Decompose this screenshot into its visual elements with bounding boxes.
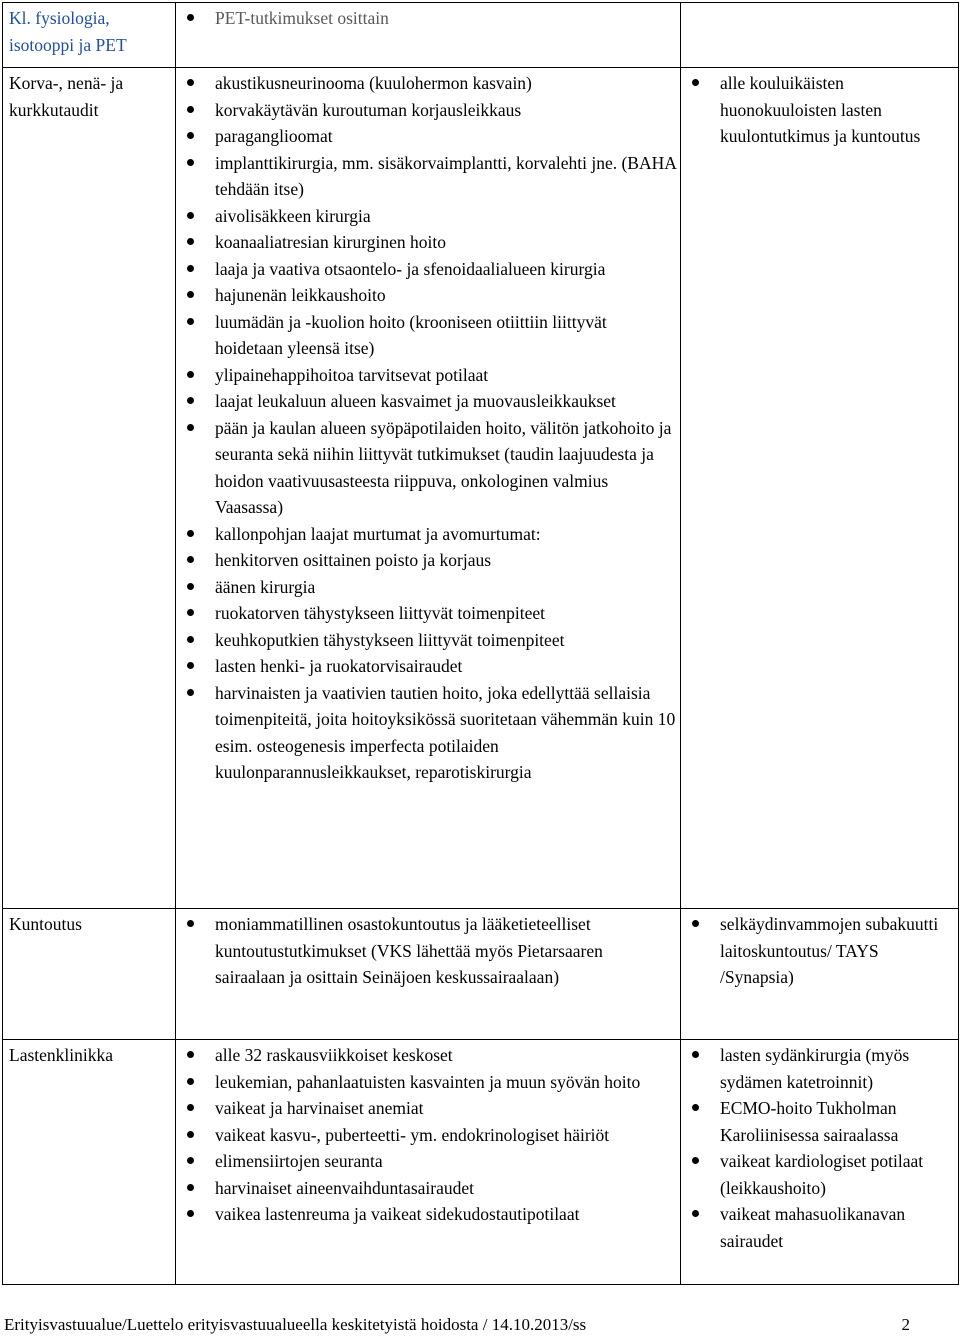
category-cell: Kl. fysiologia, isotooppi ja PET: [3, 3, 176, 68]
list-item: henkitorven osittainen poisto ja korjaus: [178, 547, 676, 574]
list-item: laajat leukaluun alueen kasvaimet ja muovausleikkaukset: [178, 388, 676, 415]
list-item: vaikeat ja harvinaiset anemiat: [178, 1095, 676, 1122]
list-item: alle kouluikäisten huonokuuloisten lasten kuulontutkimus ja kuntoutus: [683, 70, 954, 150]
footer-text: Erityisvastuualue/Luettelo erityisvastuualueella keskitetyistä hoidosta / 14.10.2013/ss: [4, 1315, 587, 1334]
list-item: vaikea lastenreuma ja vaikeat sidekudostautipotilaat: [178, 1201, 676, 1228]
items-cell: [176, 68, 681, 909]
page-footer: [4, 1314, 910, 1336]
list-item: vaikeat mahasuolikanavan sairaudet: [683, 1201, 954, 1254]
list-item: selkäydinvammojen subakuutti laitoskuntoutus/ TAYS /Synapsia): [683, 911, 954, 991]
table-row: [3, 68, 959, 909]
list-item: pään ja kaulan alueen syöpäpotilaiden hoito, välitön jatkohoito ja seuranta sekä niihin liittyvät tutkimukset (taudin laajuudesta ja hoidon vaativuusasteesta riippuva, onkologinen valmius Vaasassa): [178, 415, 676, 521]
table-row-header: [3, 3, 959, 68]
bullet-list: [178, 5, 676, 32]
list-item: elimensiirtojen seuranta: [178, 1148, 676, 1175]
list-item: moniammatillinen osastokuntoutus ja lääketieteelliset kuntoutustutkimukset (VKS lähettää myös Pietarsaaren sairaalaan ja osittain Seinäjoen keskussairaalaan): [178, 911, 676, 991]
items-cell: [176, 909, 681, 1040]
list-item: leukemian, pahanlaatuisten kasvainten ja muun syövän hoito: [178, 1069, 676, 1096]
list-item: keuhkoputkien tähystykseen liittyvät toimenpiteet: [178, 627, 676, 654]
bullet-list: [683, 911, 954, 991]
other-cell: [681, 909, 959, 1040]
list-item: harvinaisten ja vaativien tautien hoito, joka edellyttää sellaisia toimenpiteitä, joita hoitoyksikössä suoritetaan vähemmän kuin 10 esim. osteogenesis imperfecta potilaiden kuulonparannusleikkaukset, reparotiskirurgia: [178, 680, 676, 786]
list-item: lasten sydänkirurgia (myös sydämen katetroinnit): [683, 1042, 954, 1095]
table-row: [3, 1040, 959, 1285]
list-item: äänen kirurgia: [178, 574, 676, 601]
other-cell: [681, 1040, 959, 1285]
bullet-list: [178, 911, 676, 991]
list-item: kallonpohjan laajat murtumat ja avomurtumat:: [178, 521, 676, 548]
page-number: 2: [901, 1315, 910, 1334]
list-item: paraganglioomat: [178, 123, 676, 150]
category-cell: Lastenklinikka: [3, 1040, 176, 1285]
list-item: aivolisäkkeen kirurgia: [178, 203, 676, 230]
list-item: koanaaliatresian kirurginen hoito: [178, 229, 676, 256]
bullet-list: [683, 1042, 954, 1254]
bullet-list: [178, 1042, 676, 1228]
list-item: luumädän ja -kuolion hoito (krooniseen otiittiin liittyvät hoidetaan yleensä itse): [178, 309, 676, 362]
category-cell: Korva-, nenä- ja kurkkutaudit: [3, 68, 176, 909]
list-item: laaja ja vaativa otsaontelo- ja sfenoidaalialueen kirurgia: [178, 256, 676, 283]
list-item: alle 32 raskausviikkoiset keskoset: [178, 1042, 676, 1069]
list-item: vaikeat kardiologiset potilaat (leikkaushoito): [683, 1148, 954, 1201]
list-item: lasten henki- ja ruokatorvisairaudet: [178, 653, 676, 680]
bullet-list: [178, 70, 676, 786]
list-item: ylipainehappihoitoa tarvitsevat potilaat: [178, 362, 676, 389]
list-item: hajunenän leikkaushoito: [178, 282, 676, 309]
other-cell: [681, 3, 959, 68]
list-item: ECMO-hoito Tukholman Karoliinisessa sairaalassa: [683, 1095, 954, 1148]
items-cell: [176, 1040, 681, 1285]
list-item: vaikeat kasvu-, puberteetti- ym. endokrinologiset häiriöt: [178, 1122, 676, 1149]
list-item: harvinaiset aineenvaihduntasairaudet: [178, 1175, 676, 1202]
list-item: korvakäytävän kuroutuman korjausleikkaus: [178, 97, 676, 124]
items-cell: [176, 3, 681, 68]
bullet-list: [683, 70, 954, 150]
category-cell: Kuntoutus: [3, 909, 176, 1040]
other-cell: [681, 68, 959, 909]
list-item: ruokatorven tähystykseen liittyvät toimenpiteet: [178, 600, 676, 627]
care-table: [2, 2, 959, 1285]
list-item: akustikusneurinooma (kuulohermon kasvain): [178, 70, 676, 97]
list-item: implanttikirurgia, mm. sisäkorvaimplantti, korvalehti jne. (BAHA tehdään itse): [178, 150, 676, 203]
list-item: PET-tutkimukset osittain: [178, 5, 676, 32]
table-row: [3, 909, 959, 1040]
